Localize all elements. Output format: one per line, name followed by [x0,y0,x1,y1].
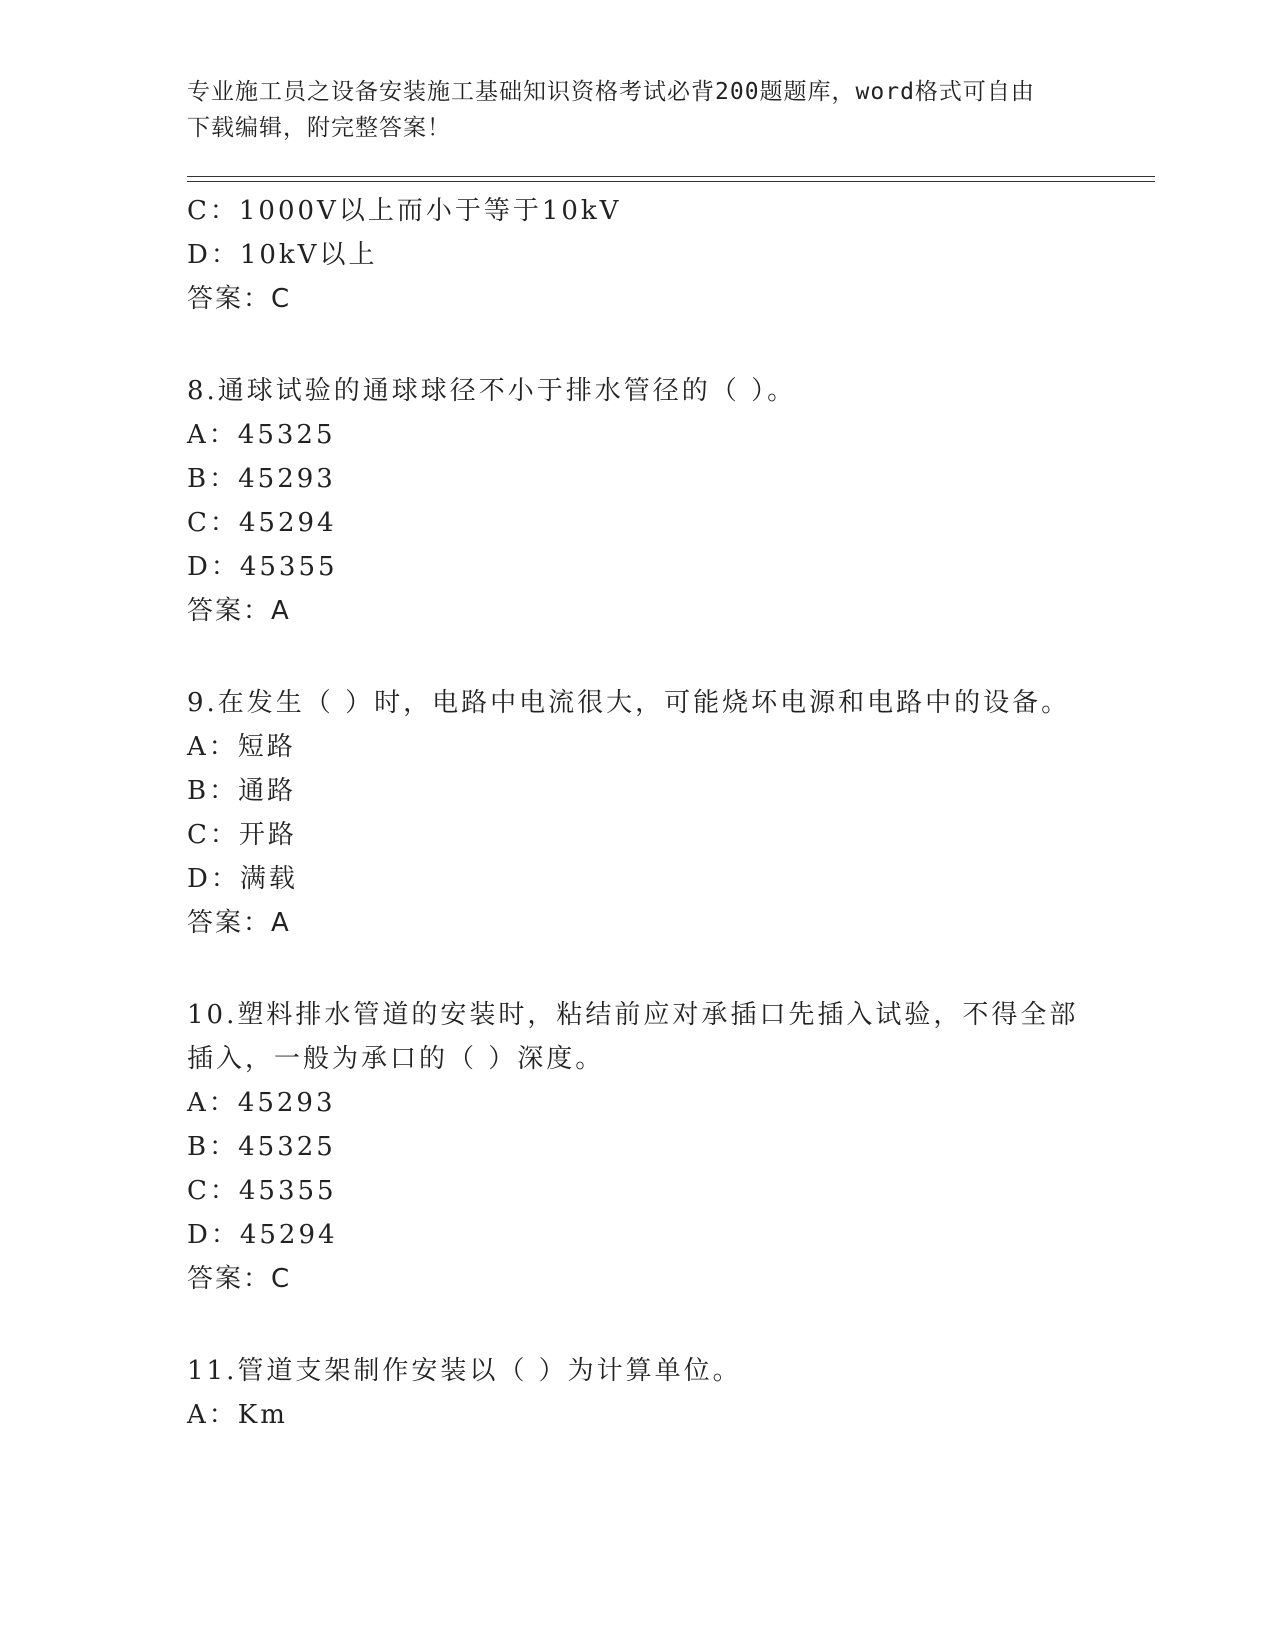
q8-option-d: D：45355 [187,552,338,582]
q7-option-d: D：10kV以上 [187,240,378,270]
q10-question-line-1: 10.塑料排水管道的安装时，粘结前应对承插口先插入试验，不得全部 [187,1000,1079,1030]
q8-option-b: B：45293 [187,464,336,494]
q7-answer: 答案：C [187,284,292,314]
header-divider-bottom [187,181,1155,182]
q10-option-c: C：45355 [187,1176,337,1206]
q10-option-d: D：45294 [187,1220,338,1250]
q9-option-a: A：短路 [187,732,296,762]
q11-option-a: A：Km [187,1400,288,1430]
q8-option-a: A：45325 [187,420,336,450]
q9-option-b: B：通路 [187,776,297,806]
q10-option-a: A：45293 [187,1088,336,1118]
q9-question: 9.在发生（ ）时，电路中电流很大，可能烧坏电源和电路中的设备。 [187,688,1071,718]
q7-option-c: C：1000V以上而小于等于10kV [187,196,622,226]
document-header [187,74,1087,146]
q10-question-line-2: 插入，一般为承口的（ ）深度。 [187,1044,605,1074]
q10-answer: 答案：C [187,1264,292,1294]
q9-option-c: C：开路 [187,820,297,850]
header-line-2: 下载编辑，附完整答案！ [187,115,451,141]
header-divider-top [187,176,1155,177]
q9-answer: 答案：A [187,908,291,938]
q8-question: 8.通球试验的通球球径不小于排水管径的（ ）。 [187,376,797,406]
q11-question: 11.管道支架制作安装以（ ）为计算单位。 [187,1356,742,1386]
q10-option-b: B：45325 [187,1132,336,1162]
q9-option-d: D：满载 [187,864,298,894]
header-line-1: 专业施工员之设备安装施工基础知识资格考试必背200题题库，word格式可自由 [187,79,1035,105]
q8-answer: 答案：A [187,596,291,626]
q8-option-c: C：45294 [187,508,337,538]
